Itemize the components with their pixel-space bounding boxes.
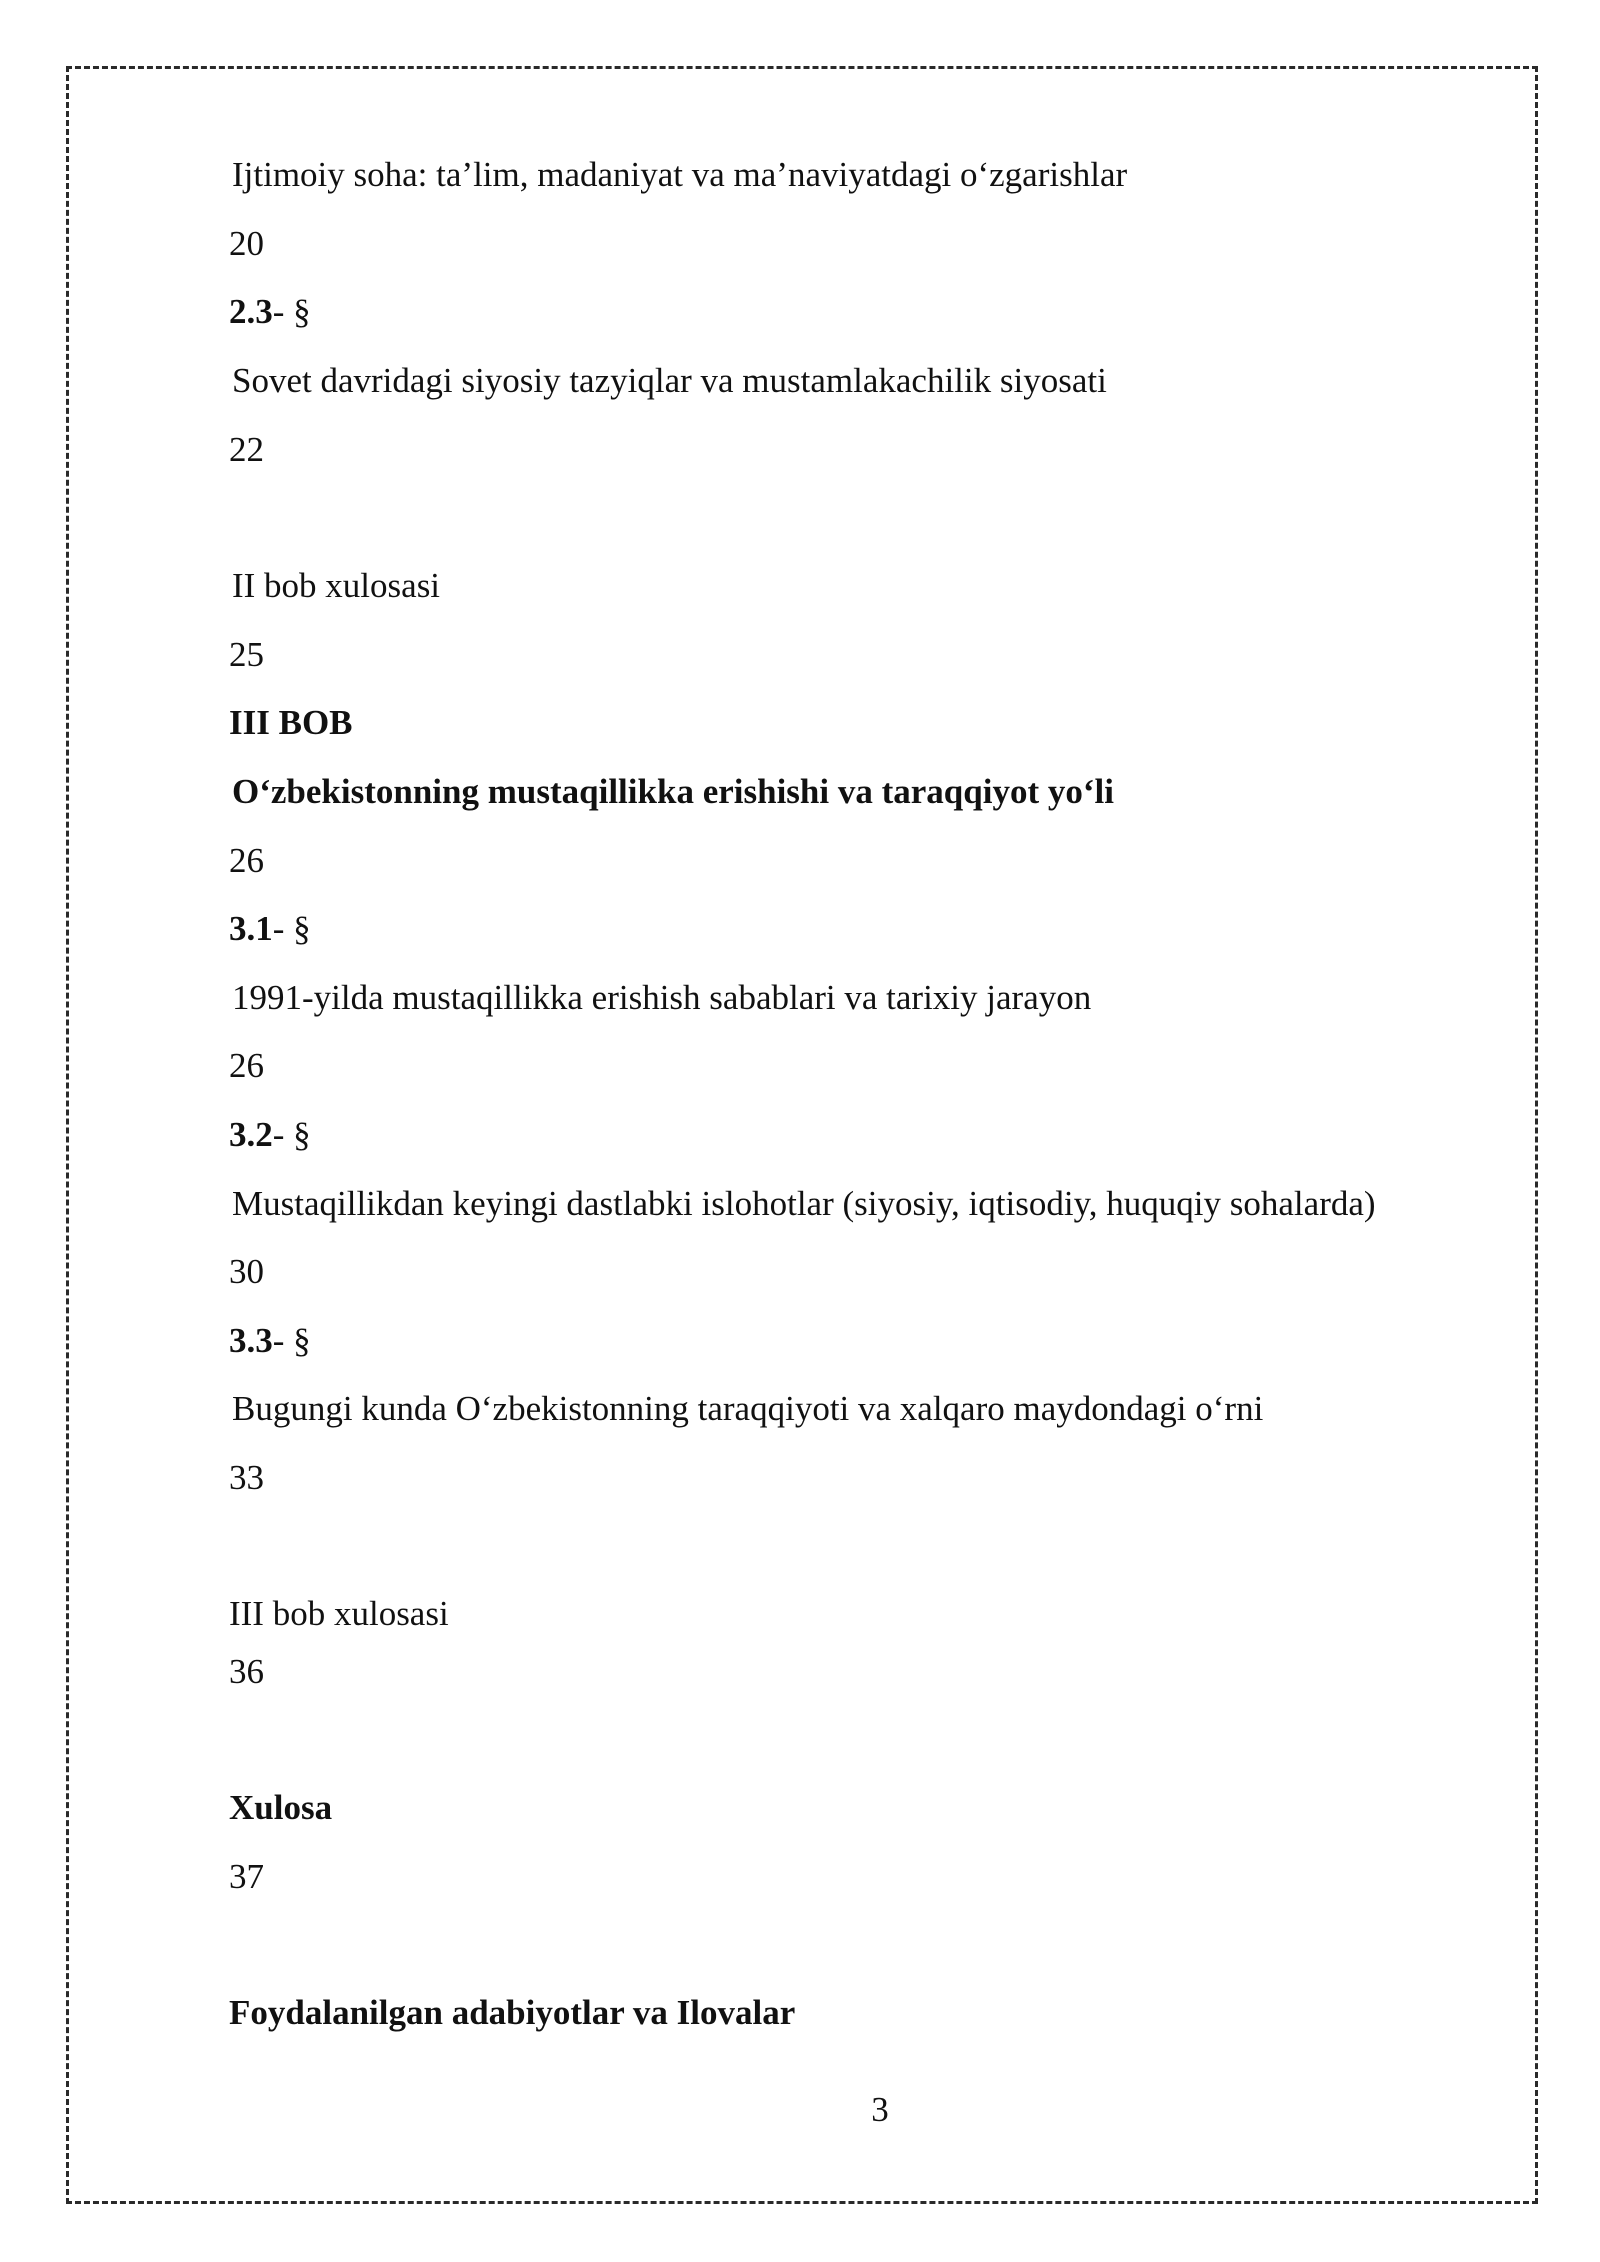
- toc-item-3-3-page: 33: [229, 1458, 264, 1497]
- page-number: 3: [871, 2090, 889, 2129]
- toc-ch2-summary-title: II bob xulosasi: [232, 566, 441, 605]
- section-number: 3.1: [229, 909, 273, 948]
- toc-ch3-title: O‘zbekistonning mustaqillikka erishishi va taraqqiyot yo‘li: [232, 772, 1114, 811]
- toc-item-3-1-title: 1991-yilda mustaqillikka erishish sabablari va tarixiy jarayon: [232, 978, 1092, 1017]
- toc-ch3-summary-title: III bob xulosasi: [229, 1594, 449, 1633]
- toc-item-2-2-title: Ijtimoiy soha: ta’lim, madaniyat va ma’naviyatdagi o‘zgarishlar: [232, 155, 1128, 194]
- section-number: 2.3: [229, 292, 273, 331]
- toc-item-2-3-label: [229, 292, 311, 332]
- toc-references-title: Foydalanilgan adabiyotlar va Ilovalar: [229, 1993, 796, 2032]
- section-sign: - §: [272, 292, 311, 331]
- toc-item-2-3-page: 22: [229, 430, 264, 469]
- toc-ch3-summary-page: 36: [229, 1652, 264, 1691]
- toc-item-3-2-title: Mustaqillikdan keyingi dastlabki islohotlar (siyosiy, iqtisodiy, huquqiy sohalarda): [232, 1184, 1376, 1223]
- toc-ch2-summary-page: 25: [229, 635, 264, 674]
- section-number: 3.3: [229, 1321, 273, 1360]
- section-sign: - §: [272, 1115, 311, 1154]
- toc-conclusion-title: Xulosa: [229, 1788, 333, 1827]
- section-sign: - §: [272, 909, 311, 948]
- toc-ch3-page: 26: [229, 841, 264, 880]
- toc-item-2-2-page: 20: [229, 224, 264, 263]
- toc-item-3-2-page: 30: [229, 1252, 264, 1291]
- toc-conclusion-page: 37: [229, 1857, 264, 1896]
- toc-item-2-3-title: Sovet davridagi siyosiy tazyiqlar va mustamlakachilik siyosati: [232, 361, 1107, 400]
- toc-item-3-1-label: [229, 909, 311, 949]
- toc-item-3-3-label: [229, 1321, 311, 1361]
- toc-item-3-2-label: [229, 1115, 311, 1155]
- toc-ch3-heading: III BOB: [229, 703, 353, 742]
- toc-item-3-3-title: Bugungi kunda O‘zbekistonning taraqqiyoti va xalqaro maydondagi o‘rni: [232, 1389, 1264, 1428]
- toc-item-3-1-page: 26: [229, 1046, 264, 1085]
- section-number: 3.2: [229, 1115, 273, 1154]
- section-sign: - §: [272, 1321, 311, 1360]
